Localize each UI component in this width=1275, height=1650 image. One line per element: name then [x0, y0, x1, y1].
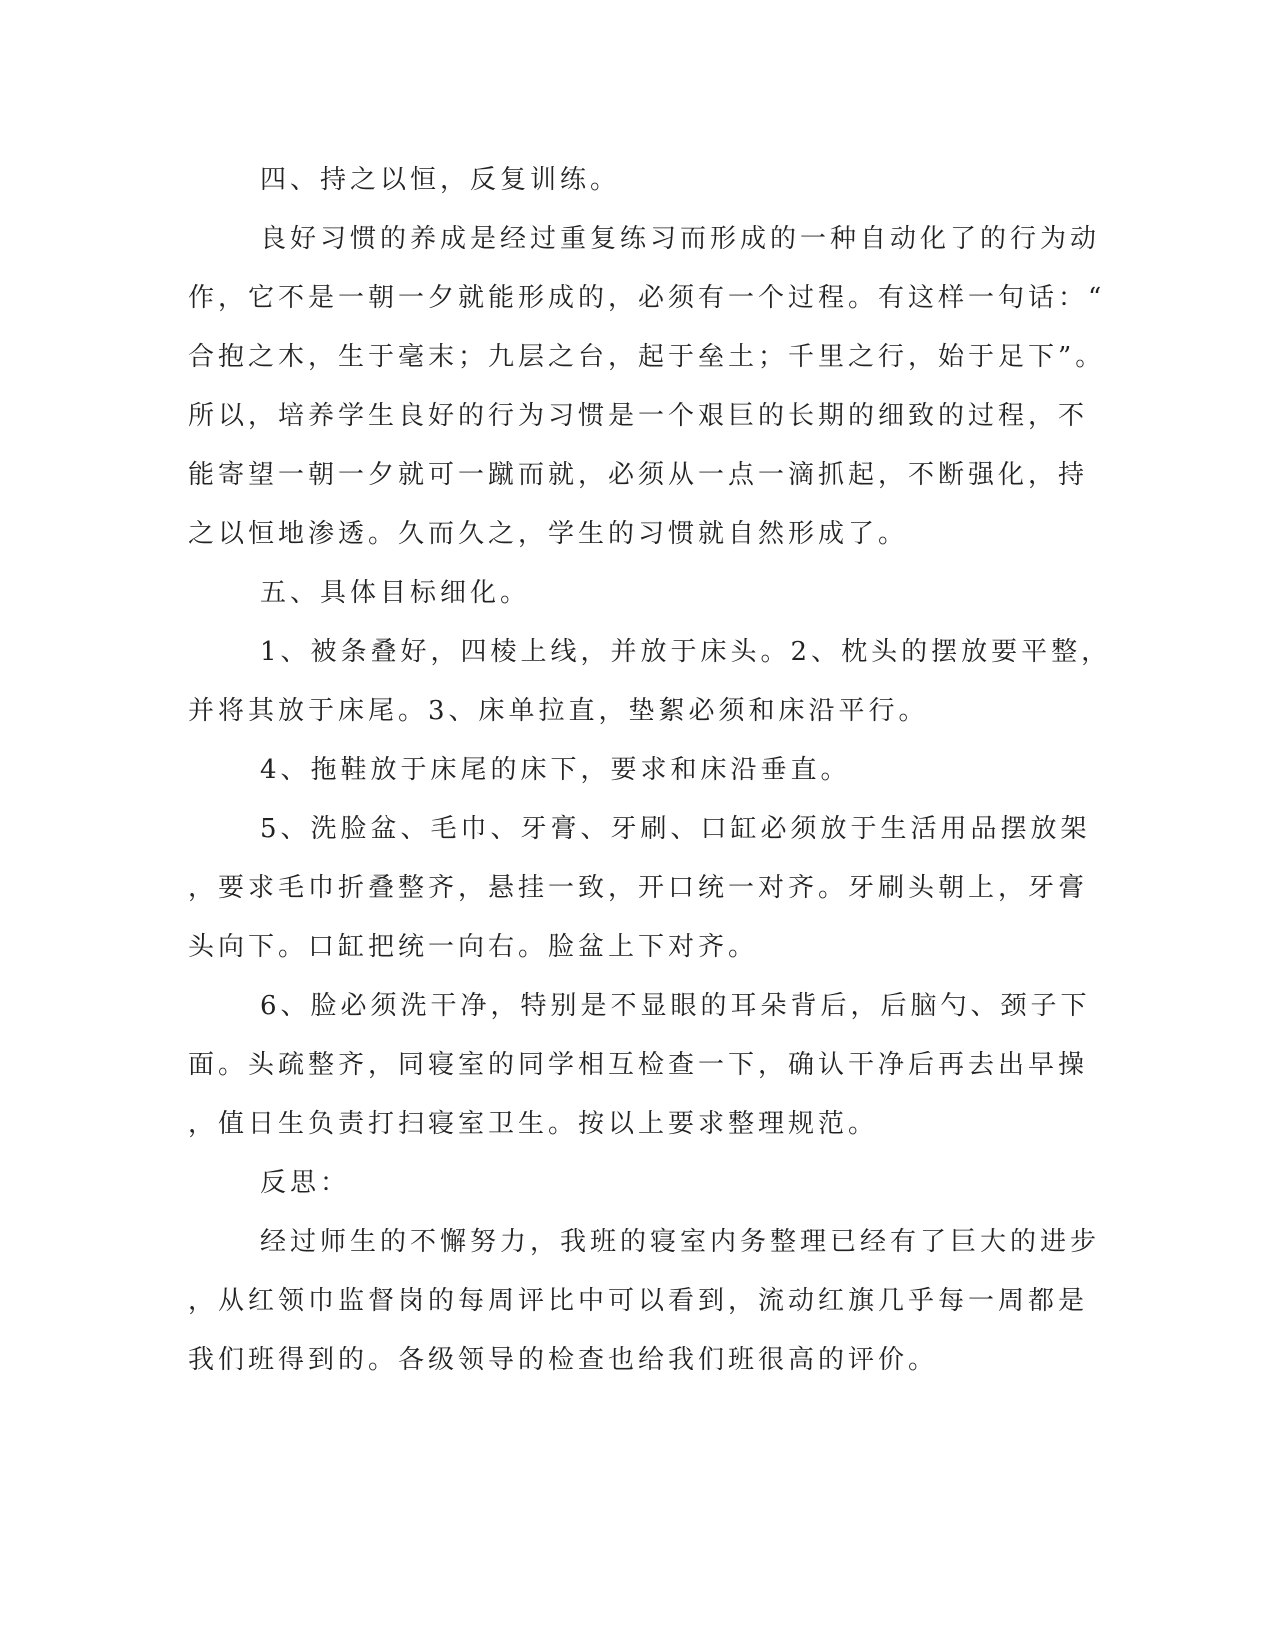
paragraph-line: 头向下。口缸把统一向右。脸盆上下对齐。: [188, 932, 759, 962]
paragraph-line: ，值日生负责打扫寝室卫生。按以上要求整理规范。: [188, 1109, 879, 1139]
paragraph-line: 并将其放于床尾。3、床单拉直，垫絮必须和床沿平行。: [188, 696, 929, 726]
section-heading-5: 五、具体目标细化。: [260, 578, 531, 608]
paragraph-line: 我们班得到的。各级领导的检查也给我们班很高的评价。: [188, 1345, 939, 1375]
paragraph-line: 能寄望一朝一夕就可一蹴而就，必须从一点一滴抓起，不断强化，持: [188, 460, 1089, 490]
paragraph-line: 作，它不是一朝一夕就能形成的，必须有一个过程。有这样一句话：“: [188, 283, 1106, 313]
paragraph-line: ，要求毛巾折叠整齐，悬挂一致，开口统一对齐。牙刷头朝上，牙膏: [188, 873, 1089, 903]
paragraph-line: ，从红领巾监督岗的每周评比中可以看到，流动红旗几乎每一周都是: [188, 1286, 1089, 1316]
paragraph-line: 之以恒地渗透。久而久之，学生的习惯就自然形成了。: [188, 519, 909, 549]
paragraph-line: 合抱之木，生于毫末；九层之台，起于垒土；千里之行，始于足下”。: [188, 342, 1106, 372]
paragraph-line: 1、被条叠好，四棱上线，并放于床头。2、枕头的摆放要平整，: [260, 637, 1112, 667]
paragraph-line: 6、脸必须洗干净，特别是不显眼的耳朵背后，后脑勺、颈子下: [260, 991, 1091, 1021]
paragraph-line: 面。头疏整齐，同寝室的同学相互检查一下，确认干净后再去出早操: [188, 1050, 1089, 1080]
paragraph-line: 经过师生的不懈努力，我班的寝室内务整理已经有了巨大的进步: [260, 1227, 1101, 1257]
reflection-heading: 反思：: [260, 1168, 351, 1198]
paragraph-line: 良好习惯的养成是经过重复练习而形成的一种自动化了的行为动: [260, 224, 1101, 254]
paragraph-line: 5、洗脸盆、毛巾、牙膏、牙刷、口缸必须放于生活用品摆放架: [260, 814, 1091, 844]
section-heading-4: 四、持之以恒，反复训练。: [260, 165, 621, 195]
paragraph-line: 所以，培养学生良好的行为习惯是一个艰巨的长期的细致的过程，不: [188, 401, 1089, 431]
paragraph-line: 4、拖鞋放于床尾的床下，要求和床沿垂直。: [260, 755, 851, 785]
